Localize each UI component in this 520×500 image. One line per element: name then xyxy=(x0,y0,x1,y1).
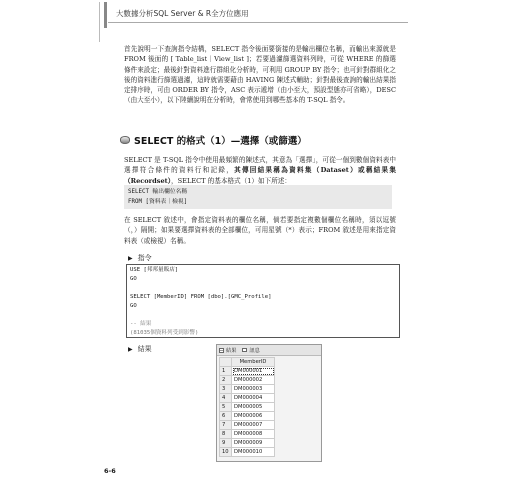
result-header-row xyxy=(220,358,275,367)
table-row[interactable] xyxy=(220,403,275,412)
code-line: USE [邦邦量販店] xyxy=(130,267,179,273)
code-line: GO xyxy=(130,303,137,309)
select-paragraph-before: SELECT 是 T-SQL 指令中使用最頻繁的陳述式，其意為「選擇」，可從一個到數個資料表中選擇符合條件的資料行和記錄， xyxy=(124,156,396,175)
table-row[interactable] xyxy=(220,448,275,457)
row-number: 5 xyxy=(220,403,232,412)
code-line: SELECT [MemberID] FROM [dbo].[GMC_Profile] xyxy=(130,294,272,300)
disk-icon xyxy=(120,136,130,144)
tab-messages[interactable] xyxy=(242,347,259,354)
cell-memberid[interactable]: DM000001 xyxy=(232,367,275,376)
page-edge-bar xyxy=(104,2,107,28)
section-heading xyxy=(120,133,307,147)
syntax-line-1: SELECT 輸出欄位名稱 xyxy=(128,189,188,195)
result-panel xyxy=(216,344,322,462)
running-header: 大數據分析SQL Server & R全方位應用 xyxy=(116,9,249,18)
row-number: 9 xyxy=(220,439,232,448)
cell-memberid[interactable]: DM000005 xyxy=(232,403,275,412)
table-row[interactable] xyxy=(220,385,275,394)
code-comment-line: -- 結果 xyxy=(130,321,152,327)
message-icon xyxy=(242,348,247,352)
page-edge-mark xyxy=(99,2,100,42)
syntax-line-2: FROM [資料表｜檢視] xyxy=(128,199,188,205)
row-number: 7 xyxy=(220,421,232,430)
cell-memberid[interactable]: DM000004 xyxy=(232,394,275,403)
table-row[interactable] xyxy=(220,430,275,439)
table-row[interactable] xyxy=(220,394,275,403)
grid-icon xyxy=(219,348,224,353)
row-number: 10 xyxy=(220,448,232,457)
cell-memberid[interactable]: DM000003 xyxy=(232,385,275,394)
code-line xyxy=(130,284,396,293)
select-paragraph-after: ，SELECT 的基本格式（1）如下所述： xyxy=(171,176,291,185)
triangle-bullet-icon: ▶ xyxy=(128,254,133,262)
code-line: GO xyxy=(130,276,137,282)
triangle-bullet-icon: ▶ xyxy=(128,345,133,353)
row-number-header xyxy=(220,358,232,367)
row-number: 1 xyxy=(220,367,232,376)
table-row[interactable] xyxy=(220,376,275,385)
tab-messages-label: 訊息 xyxy=(249,347,260,354)
tab-results-label: 結果 xyxy=(226,347,237,354)
table-row[interactable] xyxy=(220,367,275,376)
table-row[interactable] xyxy=(220,439,275,448)
table-row[interactable] xyxy=(220,421,275,430)
command-label xyxy=(128,253,152,263)
code-comment-line: (81035個資料列受到影響) xyxy=(130,330,199,336)
page-number: 6-6 xyxy=(104,467,116,475)
command-label-text: 指令 xyxy=(137,254,152,262)
row-number: 4 xyxy=(220,394,232,403)
cell-memberid[interactable]: DM000009 xyxy=(232,439,275,448)
row-number: 8 xyxy=(220,430,232,439)
intro-paragraph: 首先說明一下查詢指令結構，SELECT 指令後面要銜接的是輸出欄位名稱，而輸出來源就是 FROM 後面的 [ Table_list｜View_list ]；若要過濾篩選資料列時，可從 WHERE 的篩選條件來設定；最後針對資料進行群組化分析時，可利用 GROUP BY 指令；也可針對群組化之後的資料進行篩選過濾，這時就需要藉由 HAVING 陳述式輔助；針對最後查詢的輸出結果指定排序時，可由 ORDER BY 指令，ASC 表示遞增（由小至大，預設型態亦可省略），DESC（由大至小），以下陸續說明在分析時，會常使用到哪些基本的 T-SQL 指令。 xyxy=(124,45,396,105)
cell-memberid[interactable]: DM000002 xyxy=(232,376,275,385)
result-tabs xyxy=(217,345,321,356)
result-label-text: 結果 xyxy=(137,345,152,353)
cell-memberid[interactable]: DM000008 xyxy=(232,430,275,439)
result-label xyxy=(128,344,152,354)
result-table xyxy=(219,357,275,457)
select-paragraph-bold: 其傳回結果稱為資料集（Dataset）或稱結果集（Recordset） xyxy=(124,166,396,185)
select-paragraph xyxy=(124,155,396,186)
row-number: 2 xyxy=(220,376,232,385)
section-heading-text: SELECT 的格式（1）—選擇（或篩選） xyxy=(134,136,307,147)
cell-memberid[interactable]: DM000007 xyxy=(232,421,275,430)
cell-memberid[interactable]: DM000006 xyxy=(232,412,275,421)
row-number: 3 xyxy=(220,385,232,394)
code-box xyxy=(126,264,400,338)
code-line xyxy=(130,311,396,320)
cell-memberid[interactable]: DM000010 xyxy=(232,448,275,457)
column-paragraph: 在 SELECT 敘述中，會指定資料表的欄位名稱，倘若要指定複數個欄位名稱時，須以逗號（，）隔開；如果要選擇資料表的全部欄位，可用星號（*）表示；FROM 敘述是用來指定資料表（或檢視）名稱。 xyxy=(124,216,396,245)
header-rule xyxy=(108,22,408,23)
tab-results[interactable] xyxy=(219,347,236,354)
syntax-box xyxy=(124,185,392,209)
column-header-memberid[interactable]: MemberID xyxy=(232,358,275,367)
table-row[interactable] xyxy=(220,412,275,421)
row-number: 6 xyxy=(220,412,232,421)
